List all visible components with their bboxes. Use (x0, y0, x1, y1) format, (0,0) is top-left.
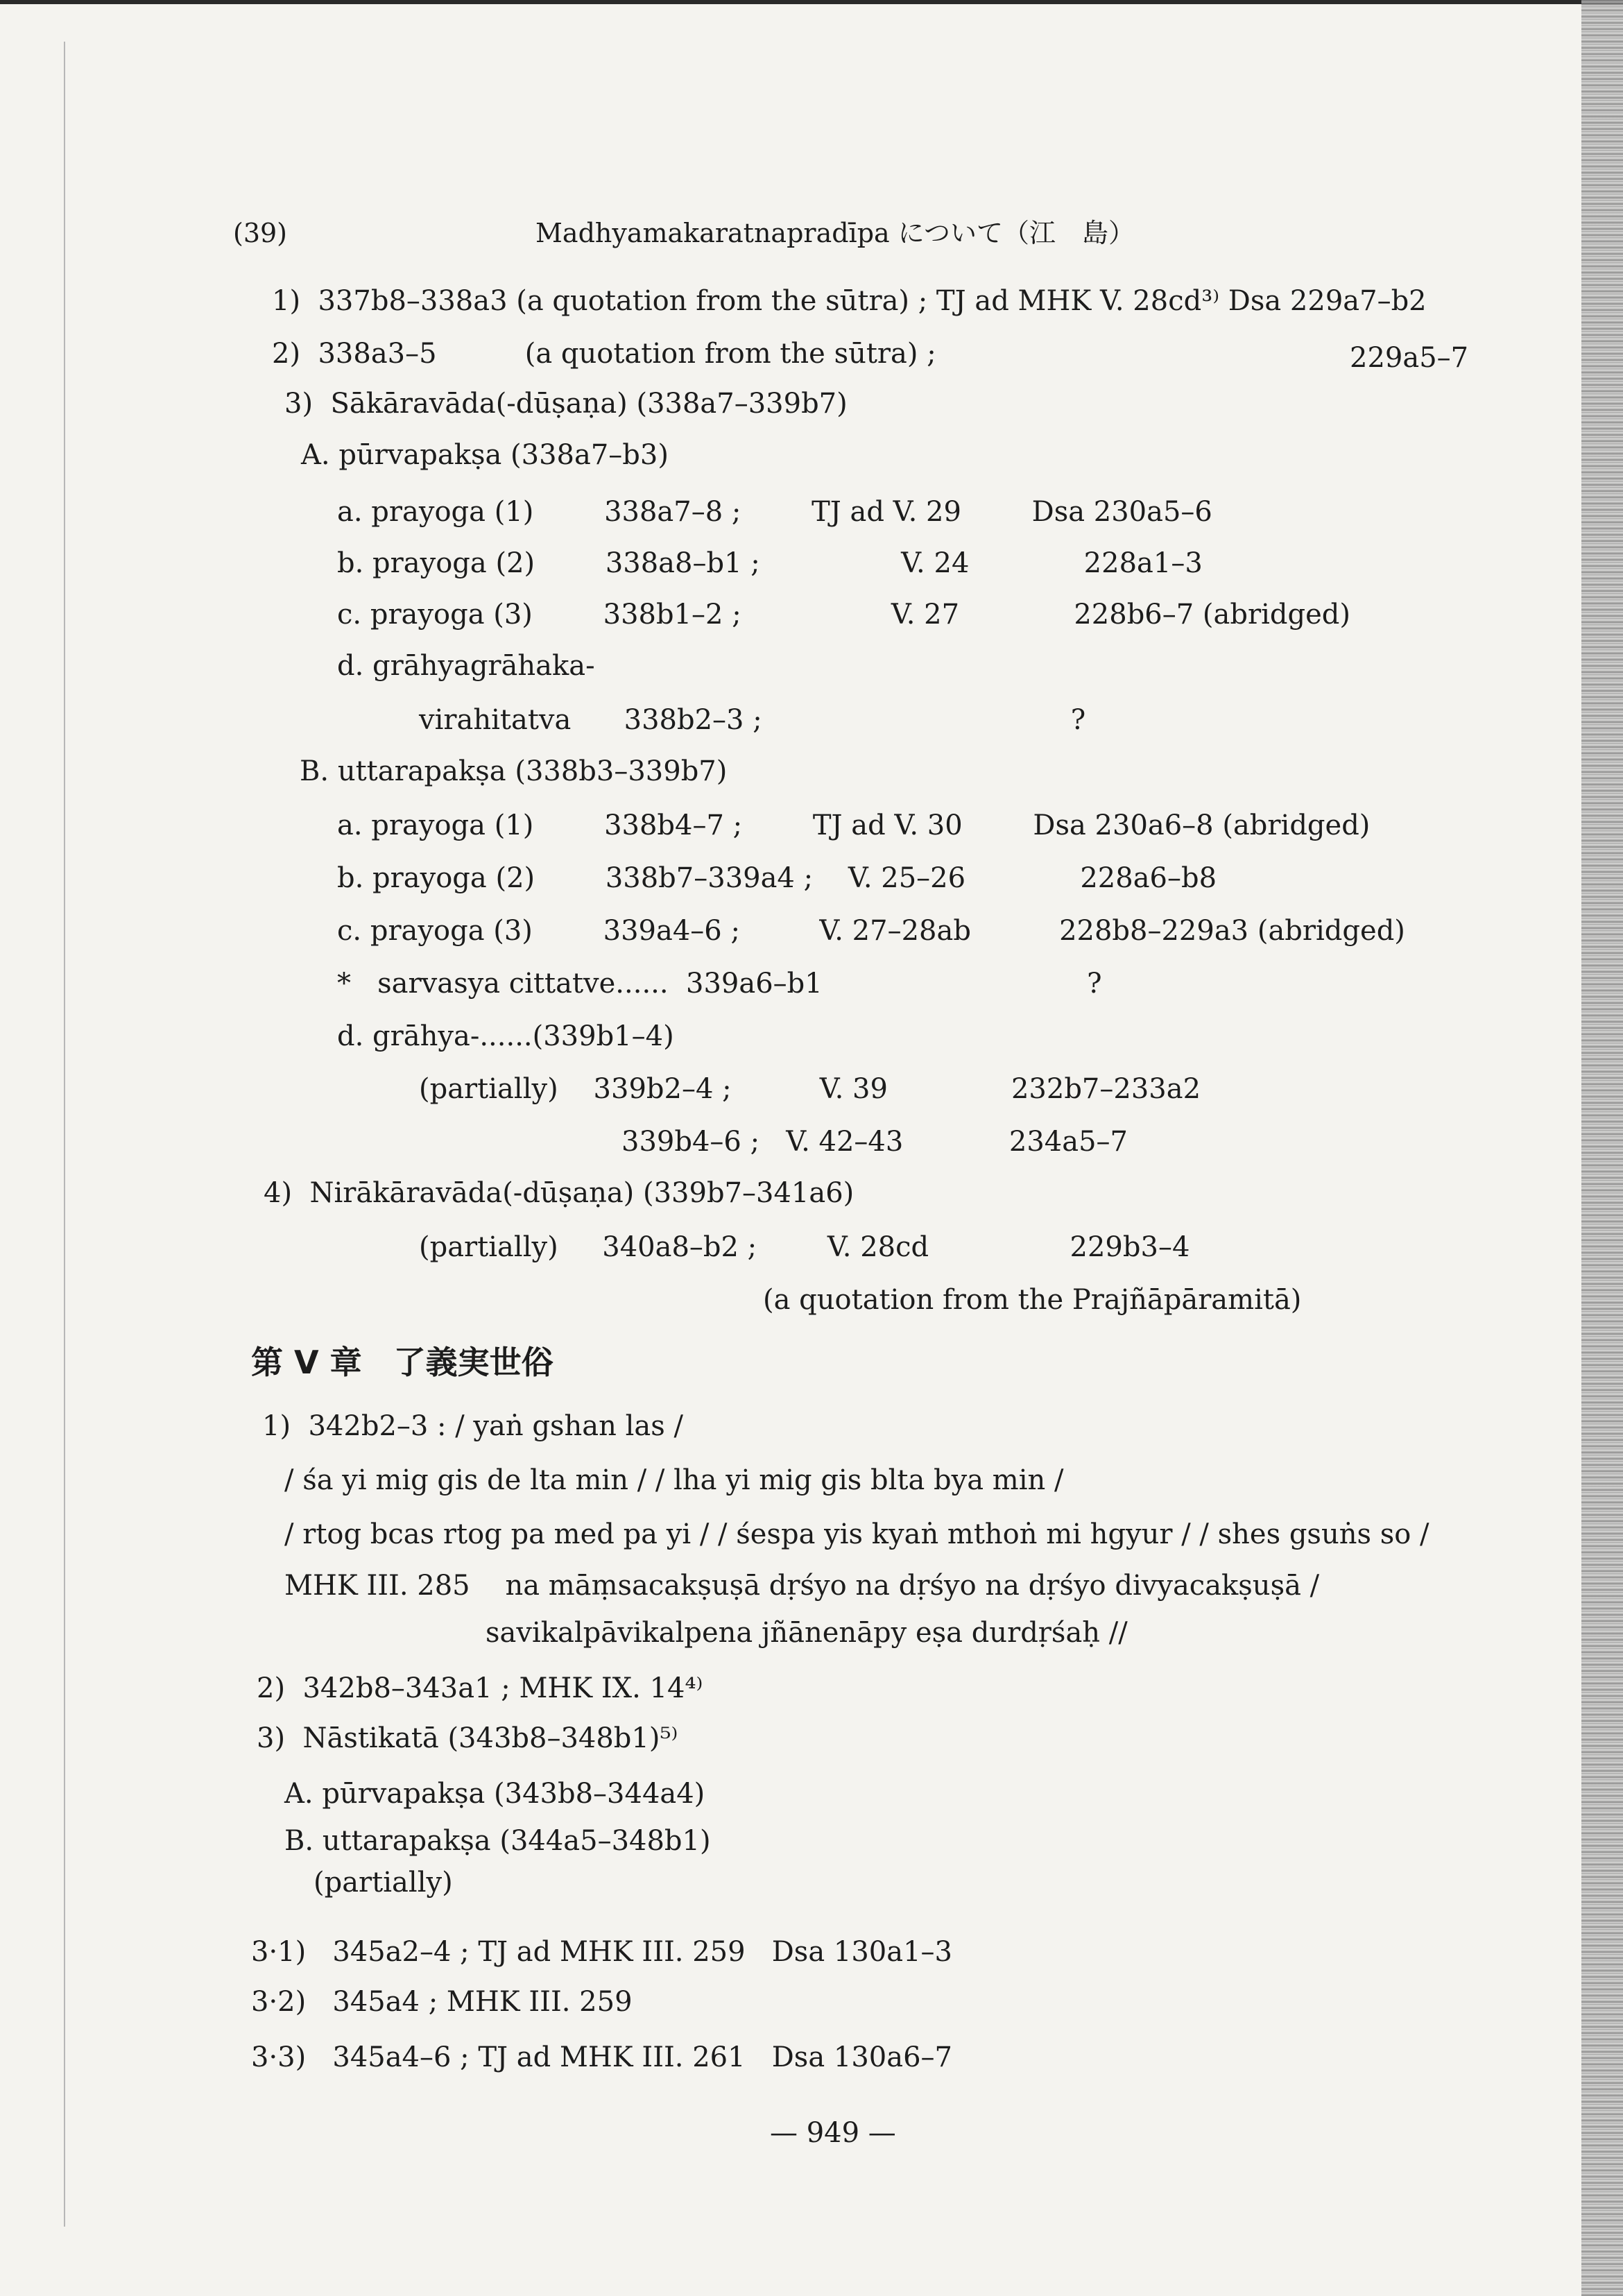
entry-line: d. grāhyagrāhaka- (337, 650, 595, 682)
entry-line: 1) 342b2–3 : / yaṅ gshan las / (262, 1410, 683, 1442)
header-title: Madhyamakaratnapradīpa について（江 島） (535, 218, 1135, 248)
entry-line: a. prayoga (1) 338b4–7 ; TJ ad V. 30 Dsa 230a6–8 (abridged) (337, 809, 1371, 841)
entry-line: (partially) (314, 1867, 453, 1899)
entry-line: B. uttarapakṣa (344a5–348b1) (284, 1825, 711, 1857)
entry-line: 339b4–6 ; V. 42–43 234a5–7 (621, 1126, 1128, 1158)
entry-line: virahitatva 338b2–3 ; ? (419, 704, 1086, 736)
entry-line: (partially) 339b2–4 ; V. 39 232b7–233a2 (419, 1073, 1201, 1105)
entry-line: (partially) 340a8–b2 ; V. 28cd 229b3–4 (419, 1231, 1190, 1263)
tibetan-verse-line: / rtog bcas rtog pa med pa yi / / śespa yis kyaṅ mthoṅ mi hgyur / / shes gsuṅs so / (284, 1518, 1429, 1550)
entry-line: 3) Sākāravāda(-dūṣaṇa) (338a7–339b7) (284, 388, 848, 420)
chapter-heading: 第 V 章 了義実世俗 (251, 1344, 553, 1381)
entry-line: 3·1) 345a2–4 ; TJ ad MHK III. 259 Dsa 130a1–3 (251, 1936, 952, 1968)
header-page-ref: (39) (233, 218, 288, 248)
entry-line: b. prayoga (2) 338b7–339a4 ; V. 25–26 228a6–b8 (337, 862, 1217, 894)
sanskrit-verse-line: savikalpāvikalpena jñānenāpy eṣa durdṛśaḥ // (486, 1617, 1128, 1649)
top-border (0, 0, 1623, 4)
tibetan-verse-line: / śa yi mig gis de lta min / / lha yi mig gis blta bya min / (284, 1464, 1064, 1496)
scanned-page-edge (1581, 0, 1623, 2296)
gutter-rule (64, 42, 65, 2227)
entry-line: B. uttarapakṣa (338b3–339b7) (300, 755, 728, 787)
entry-line: a. prayoga (1) 338a7–8 ; TJ ad V. 29 Dsa 230a5–6 (337, 496, 1212, 528)
entry-line: 229a5–7 (1350, 342, 1469, 374)
entry-line: A. pūrvapakṣa (338a7–b3) (301, 439, 669, 471)
entry-line: 3·3) 345a4–6 ; TJ ad MHK III. 261 Dsa 130a6–7 (251, 2041, 952, 2073)
entry-line: b. prayoga (2) 338a8–b1 ; V. 24 228a1–3 (337, 547, 1203, 579)
entry-line: c. prayoga (3) 339a4–6 ; V. 27–28ab 228b8–229a3 (abridged) (337, 915, 1405, 947)
entry-line: 3·2) 345a4 ; MHK III. 259 (251, 1986, 633, 2018)
entry-line: (a quotation from the Prajñāpāramitā) (763, 1284, 1302, 1316)
entry-line: d. grāhya-......(339b1–4) (337, 1020, 674, 1052)
entry-line: A. pūrvapakṣa (343b8–344a4) (284, 1778, 705, 1810)
sanskrit-verse-line: MHK III. 285 na māṃsacakṣuṣā dṛśyo na dṛśyo na dṛśyo divyacakṣuṣā / (284, 1570, 1320, 1602)
entry-line: 2) 338a3–5 (a quotation from the sūtra) ; (272, 338, 936, 370)
entry-line: c. prayoga (3) 338b1–2 ; V. 27 228b6–7 (abridged) (337, 599, 1350, 631)
entry-line: 3) Nāstikatā (343b8–348b1)⁵⁾ (257, 1722, 678, 1754)
entry-line: 1) 337b8–338a3 (a quotation from the sūtra) ; TJ ad MHK V. 28cd³⁾ Dsa 229a7–b2 (272, 285, 1427, 317)
entry-line: * sarvasya cittatve...... 339a6–b1 ? (337, 968, 1102, 1000)
entry-line: 4) Nirākāravāda(-dūṣaṇa) (339b7–341a6) (264, 1177, 855, 1209)
page-number: — 949 — (770, 2117, 896, 2149)
entry-line: 2) 342b8–343a1 ; MHK IX. 14⁴⁾ (257, 1672, 703, 1704)
